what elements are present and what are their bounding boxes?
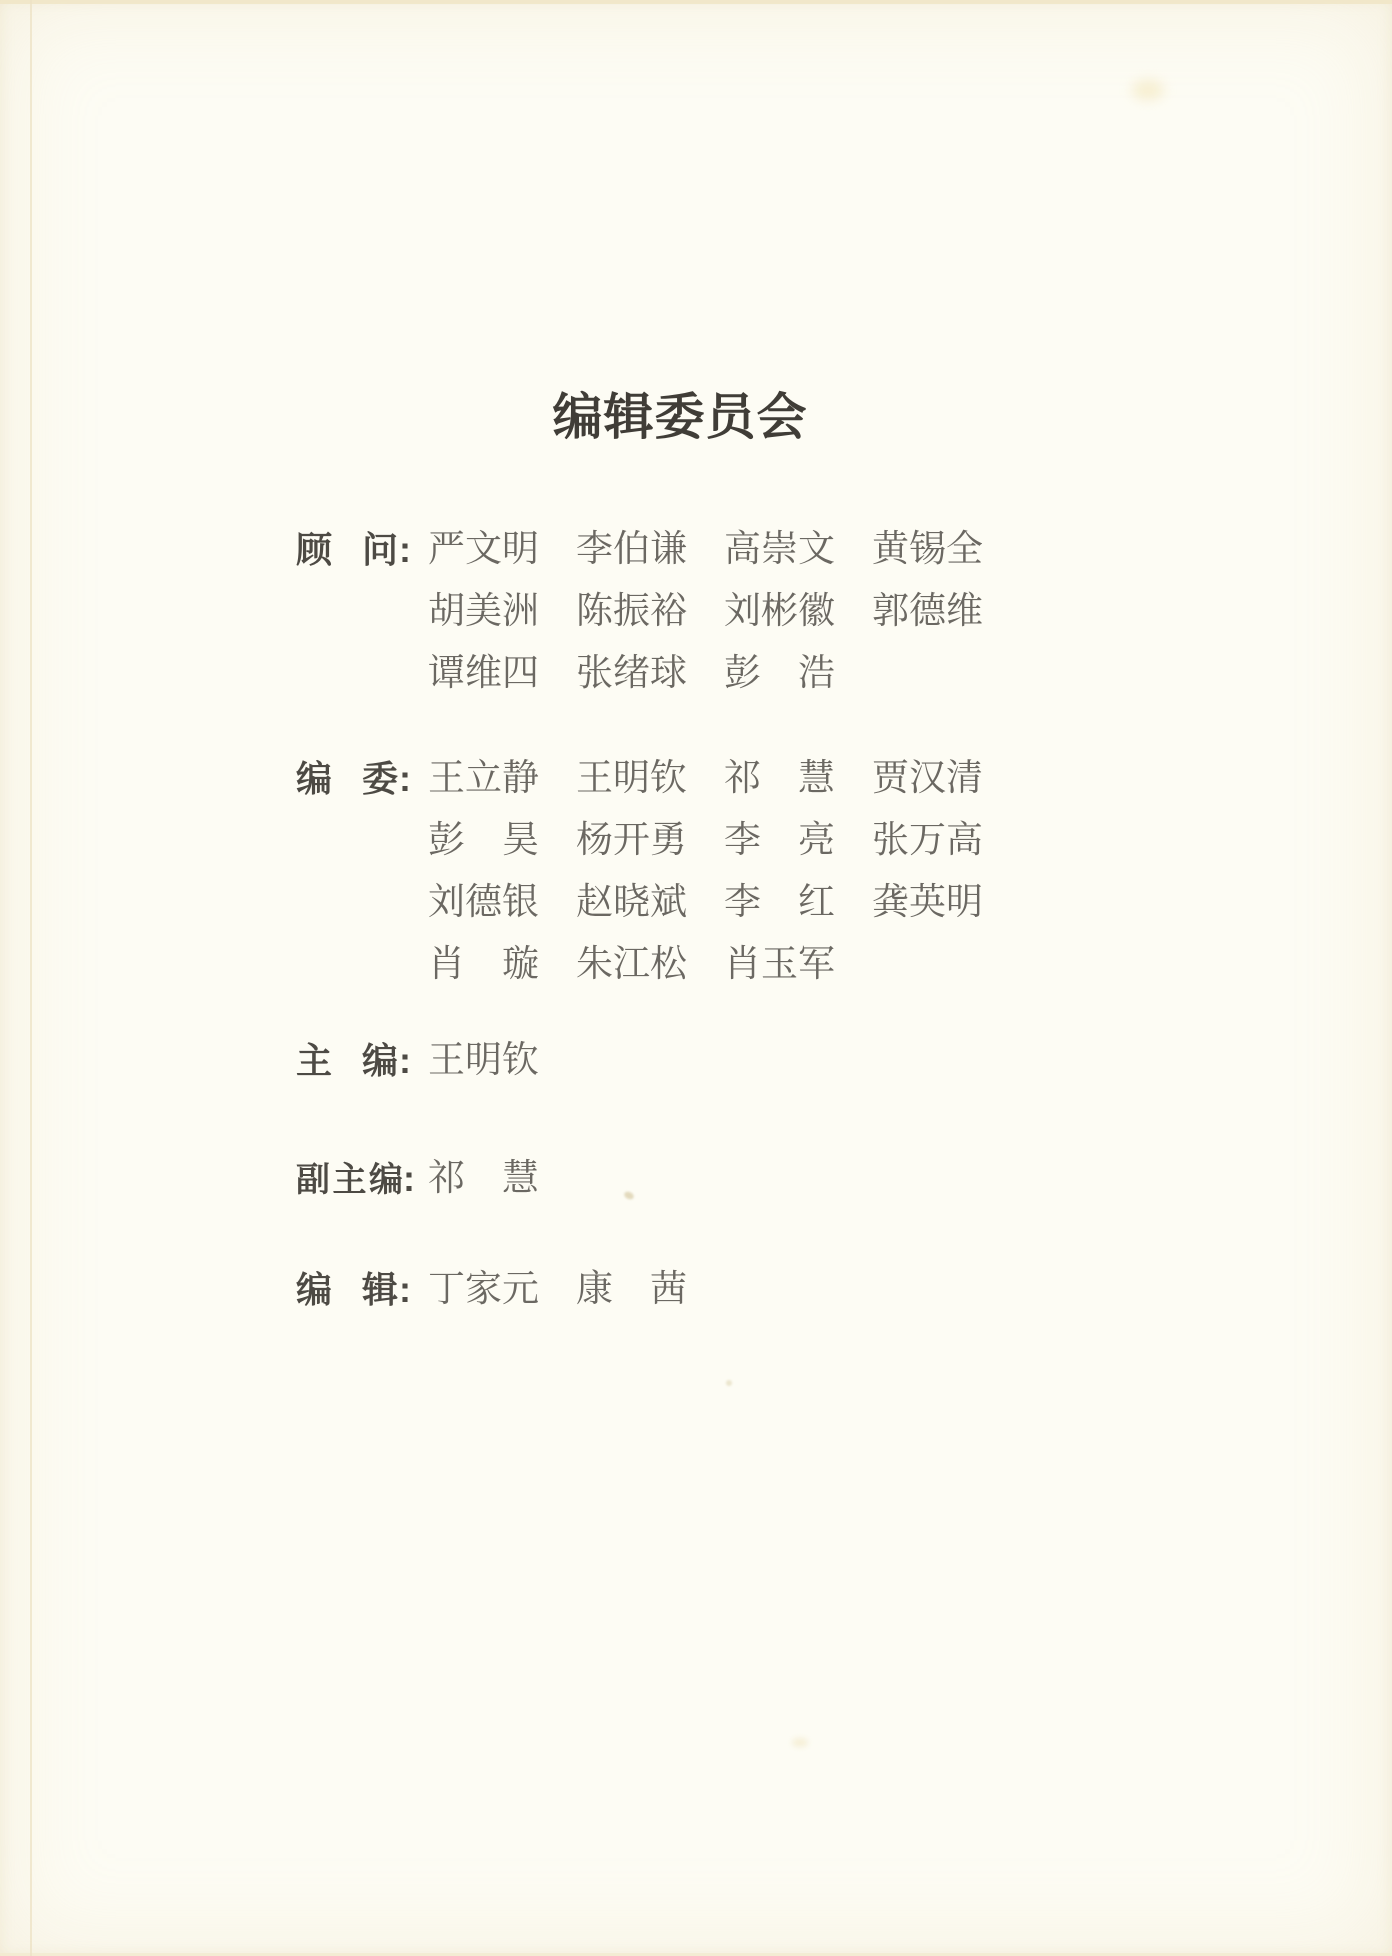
name-cell: 彭昊: [428, 820, 539, 861]
section-label: [296, 1259, 416, 1321]
name-cell: 郭德维: [872, 591, 983, 632]
name-cell: 祁慧: [724, 758, 835, 799]
name-cell: 赵晓斌: [576, 882, 687, 923]
scan-speck: [792, 1738, 808, 1747]
section-role: 主编: [296, 1040, 398, 1081]
name-cell: 刘彬徽: [724, 591, 835, 632]
name-cell: 祁慧: [428, 1158, 539, 1199]
committee-section: [296, 748, 1392, 996]
section-role: 编委: [296, 758, 398, 799]
name-cell: 肖璇: [428, 944, 539, 985]
section-label: [296, 519, 416, 581]
name-row: [428, 519, 1392, 581]
names-grid: [428, 519, 1392, 705]
section-label-colon: :: [399, 758, 411, 799]
name-cell: 刘德银: [428, 882, 539, 923]
scan-edge-top: [0, 0, 1392, 4]
section-role: 顾问: [296, 529, 398, 570]
name-row: [428, 1148, 1392, 1210]
page-crease-line: [30, 0, 32, 1956]
name-cell: 康茜: [576, 1269, 687, 1310]
section-label-colon: :: [399, 1040, 411, 1081]
committee-sections: [0, 519, 1392, 1321]
name-cell: 李红: [724, 882, 835, 923]
name-cell: 高崇文: [724, 529, 835, 570]
name-cell: 张绪球: [576, 653, 687, 694]
name-cell: 杨开勇: [576, 820, 687, 861]
name-row: [428, 748, 1392, 810]
name-row: [428, 1259, 1392, 1321]
name-cell: 陈振裕: [576, 591, 687, 632]
name-cell: 彭浩: [724, 653, 835, 694]
name-row: [428, 1030, 1392, 1092]
name-row: [428, 581, 1392, 643]
names-grid: [428, 1030, 1392, 1092]
page-title: 编辑委员会: [552, 389, 808, 445]
committee-section: [296, 1148, 1392, 1211]
section-role: 编辑: [296, 1269, 398, 1310]
name-row: [428, 643, 1392, 705]
section-label-colon: :: [399, 1269, 411, 1310]
name-cell: 龚英明: [872, 882, 983, 923]
name-cell: 贾汉清: [872, 758, 983, 799]
name-row: [428, 934, 1392, 996]
name-cell: 肖玉军: [724, 944, 835, 985]
section-role: 副主编: [296, 1161, 402, 1199]
name-cell: 朱江松: [576, 944, 687, 985]
section-label: [296, 1148, 416, 1211]
name-cell: 王立静: [428, 758, 539, 799]
section-label: [296, 1030, 416, 1092]
name-cell: 李亮: [724, 820, 835, 861]
name-cell: 张万高: [872, 820, 983, 861]
name-row: [428, 872, 1392, 934]
name-cell: 胡美洲: [428, 591, 539, 632]
names-grid: [428, 748, 1392, 996]
name-cell: 王明钦: [428, 1040, 539, 1081]
name-cell: 丁家元: [428, 1269, 539, 1310]
name-cell: 谭维四: [428, 653, 539, 694]
section-label-colon: :: [399, 529, 411, 570]
committee-section: [296, 1259, 1392, 1321]
name-cell: 王明钦: [576, 758, 687, 799]
name-cell: 黄锡全: [872, 529, 983, 570]
committee-section: [296, 1030, 1392, 1092]
name-row: [428, 810, 1392, 872]
scan-speck: [726, 1380, 732, 1386]
section-label: [296, 748, 416, 810]
name-cell: 李伯谦: [576, 529, 687, 570]
committee-section: [296, 519, 1392, 705]
section-label-colon: :: [403, 1158, 415, 1199]
names-grid: [428, 1148, 1392, 1210]
name-cell: 严文明: [428, 529, 539, 570]
names-grid: [428, 1259, 1392, 1321]
page-title-row: [0, 0, 1392, 459]
